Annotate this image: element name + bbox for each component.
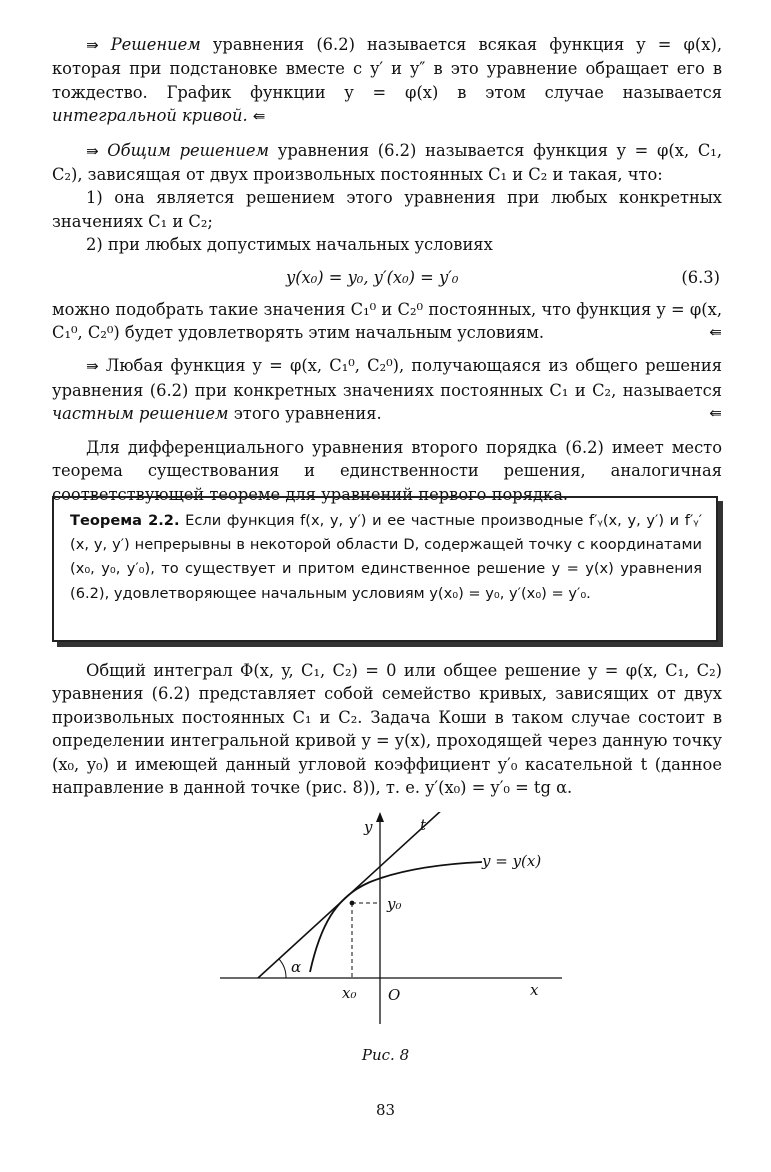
page-number: 83 bbox=[375, 1101, 396, 1119]
formula-number: (6.3) bbox=[681, 267, 720, 287]
paragraph-cauchy-problem: Общий интеграл Φ(x, y, C₁, C₂) = 0 или общее решение y = φ(x, C₁, C₂) уравнения (6.2) представляет собой семейство кривых, зависящих от двух произвольных постоянных C₁ и C₂. Задача Коши в таком случае состоит в определении интегральной кривой y = y(x), проходящей через данную точку (x₀, y₀) и имеющей данный угловой коэффициент y′₀ касательной t (данное направление в данной точке (рис. 8)), т. е. y′(x₀) = y′₀ = tg α. bbox=[52, 661, 722, 798]
paragraph-solution-definition bbox=[52, 33, 722, 129]
definition-start-arrow-icon: ⇛ bbox=[86, 141, 99, 160]
tangent-line-t bbox=[258, 812, 444, 978]
y-axis-arrow-icon bbox=[376, 812, 384, 822]
paragraph-text: Любая функция y = φ(x, C₁⁰, C₂⁰), получающаяся из общего решения уравнения (6.2) при конкретных значениях постоянных C₁ и C₂, называется bbox=[52, 356, 722, 400]
paragraph-theorem-intro: Для дифференциального уравнения второго порядка (6.2) имеет место теорема существования и единственности решения, аналогичная соответствующей теореме для уравнений первого порядка. bbox=[52, 437, 722, 504]
angle-alpha-arc bbox=[279, 959, 286, 978]
paragraph-text: можно подобрать такие значения C₁⁰ и C₂⁰ постоянных, что функция y = φ(x, C₁⁰, C₂⁰) будет удовлетворять этим начальным условиям. bbox=[52, 299, 722, 343]
label-x0: x₀ bbox=[342, 984, 357, 1002]
term-general-solution: Общим решением bbox=[107, 140, 270, 160]
term-particular-solution: частным решением bbox=[52, 404, 229, 424]
figure-8 bbox=[210, 812, 570, 1042]
theorem-label: Теорема 2.2. bbox=[70, 512, 180, 529]
label-curve: y = y(x) bbox=[482, 852, 542, 870]
formula-expression: y(x₀) = y₀, y′(x₀) = y′₀ bbox=[286, 267, 459, 287]
page-body bbox=[52, 33, 722, 506]
definition-end-arrow-icon: ⇚ bbox=[709, 323, 722, 342]
list-item-1: 1) она является решением этого уравнения при любых конкретных значениях C₁ и C₂; bbox=[52, 188, 722, 231]
theorem-box bbox=[52, 496, 718, 642]
paragraph-general-solution bbox=[52, 139, 722, 187]
definition-end-arrow-icon: ⇚ bbox=[252, 107, 266, 126]
theorem-body: Если функция f(x, y, y′) и ее частные производные f′ᵧ(x, y, y′) и f′ᵧ′(x, y, y′) непрерывны в некоторой области D, содержащей точку с координатами (x₀, y₀, y′₀), то существует и притом единственное решение y = y(x) уравнения (6.2), удовлетворяющее начальным условиям y(x₀) = y₀, y′(x₀) = y′₀. bbox=[70, 512, 703, 602]
paragraph-particular-solution bbox=[52, 354, 722, 425]
paragraph-text: этого уравнения. bbox=[228, 404, 382, 424]
label-tangent-t: t bbox=[420, 816, 427, 834]
paragraph-initial-conditions bbox=[52, 298, 722, 345]
theorem-text bbox=[70, 509, 702, 606]
definition-start-arrow-icon: ⇛ bbox=[86, 357, 99, 376]
list-item-2: 2) при любых допустимых начальных условиях bbox=[86, 235, 493, 255]
definition-end-arrow-icon: ⇚ bbox=[709, 404, 722, 423]
paragraph-text: уравнения (6.2) называется всякая функция y = φ(x), которая при подстановке вместе с y′ и y″ в это уравнение обращает его в тождество. График функции y = φ(x) в этом случае называется bbox=[52, 35, 722, 102]
label-y0: y₀ bbox=[387, 895, 402, 913]
integral-curve bbox=[310, 862, 482, 972]
definition-start-arrow-icon: ⇛ bbox=[86, 36, 99, 54]
figure-caption: Рис. 8 bbox=[361, 1046, 410, 1064]
term-integral-curve: интегральной кривой. bbox=[52, 106, 248, 126]
formula-6-3 bbox=[52, 261, 722, 295]
label-x-axis: x bbox=[530, 981, 539, 999]
label-y-axis: y bbox=[364, 818, 373, 836]
paragraph-text: уравнения (6.2) называется функция y = φ(x, C₁, C₂), зависящая от двух произвольных постоянных C₁ и C₂ и такая, что: bbox=[52, 140, 722, 185]
label-origin: O bbox=[388, 986, 401, 1004]
label-alpha: α bbox=[291, 958, 302, 976]
term-solution: Решением bbox=[110, 35, 201, 54]
paragraph-cauchy-problem-wrap bbox=[52, 659, 722, 799]
